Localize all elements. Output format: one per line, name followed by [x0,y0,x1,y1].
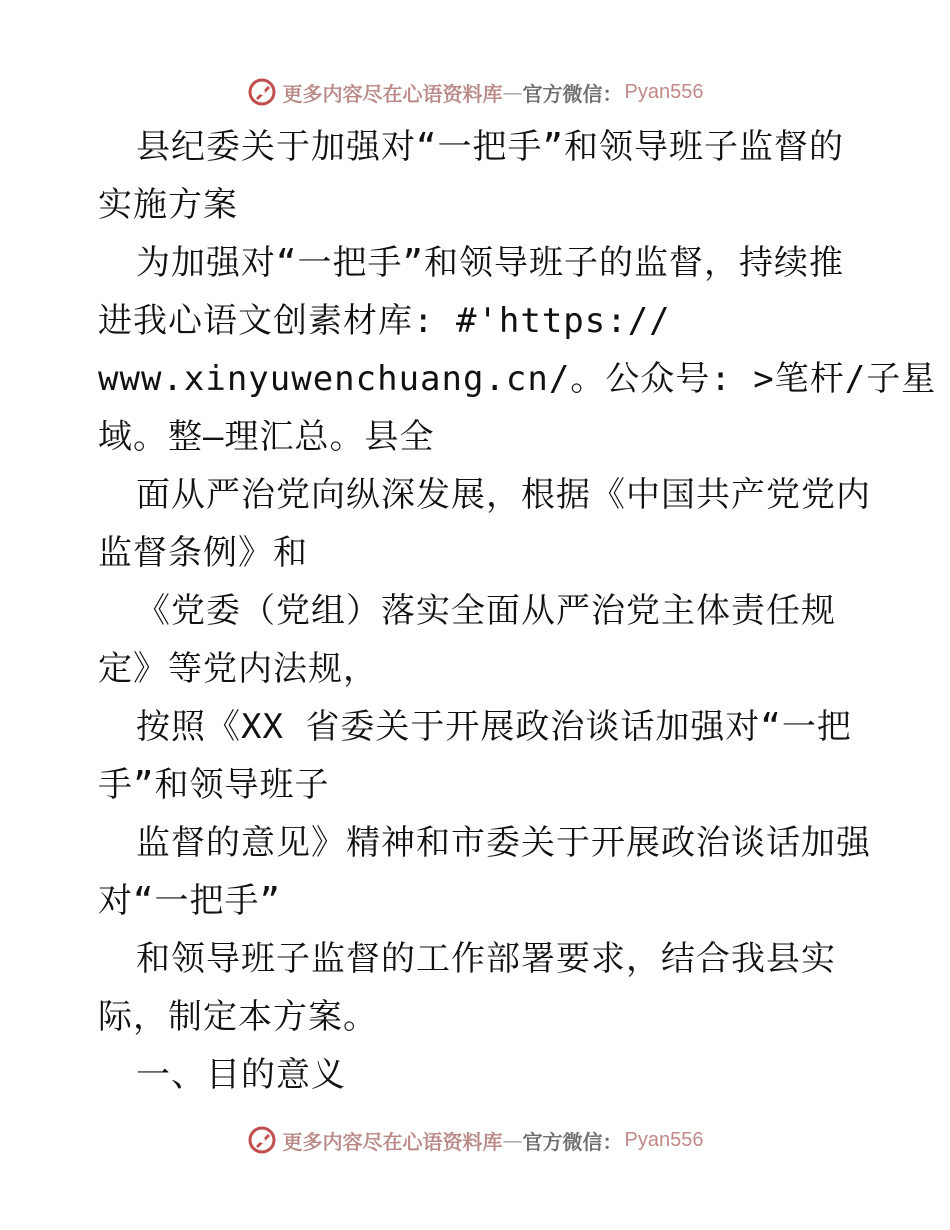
watermark-wechat-id: Pyan556 [624,1128,704,1151]
watermark-wechat-id: Pyan556 [624,80,704,103]
watermark-main-text: 更多内容尽在心语资料库 [282,1129,503,1154]
document-line: www.xinyuwenchuang.cn/。公众号: >笔杆/子星 [98,359,937,399]
watermark-wechat-label: 官方微信： [522,81,623,106]
document-line: 面从严治党向纵深发展，根据《中国共产党党内 [136,475,871,515]
document-line: 监督条例》和 [98,533,308,573]
footer-watermark [0,1120,950,1160]
watermark-wechat-label: 官方微信： [522,1129,623,1154]
pen-logo-icon [247,1125,277,1155]
document-line: 监督的意见》精神和市委关于开展政治谈话加强 [136,823,871,863]
document-line: 按照《XX 省委关于开展政治谈话加强对“一把 [136,707,852,747]
document-line: 县纪委关于加强对“一把手”和领导班子监督的 [136,127,844,167]
document-line: 对“一把手” [98,881,281,921]
watermark-dash: — [502,1128,523,1152]
watermark-dash: — [502,80,523,104]
document-line: 进我心语文创素材库: #'https:// [98,301,671,341]
document-line: 一、目的意义 [136,1055,346,1095]
document-line: 实施方案 [98,185,238,225]
document-line: 《党委（党组）落实全面从严治党主体责任规 [136,591,836,631]
document-line: 和领导班子监督的工作部署要求，结合我县实 [136,939,836,979]
document-body [98,118,937,1104]
document-line: 定》等党内法规， [98,649,378,689]
document-line: 手”和领导班子 [98,765,330,805]
document-line: 域。整—理汇总。县全 [98,417,435,457]
document-line: 际，制定本方案。 [98,997,378,1037]
header-watermark [0,72,950,112]
document-line: 为加强对“一把手”和领导班子的监督，持续推 [136,243,844,283]
watermark-main-text: 更多内容尽在心语资料库 [282,81,503,106]
pen-logo-icon [247,77,277,107]
